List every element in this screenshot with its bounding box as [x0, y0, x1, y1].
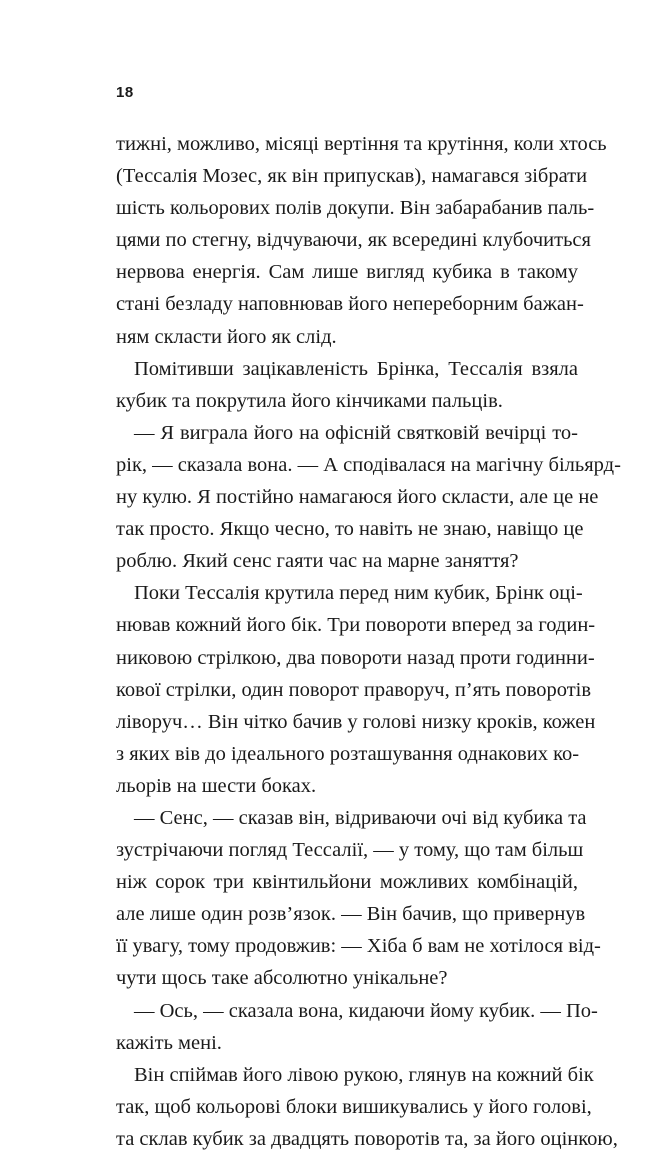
text-line: — Ось, — сказала вона, кидаючи йому кубик. — По- — [134, 999, 598, 1022]
text-line: — Сенс, — сказав він, відриваючи очі від кубика та — [134, 806, 587, 829]
text-line: нервова енергія. Сам лише вигляд кубика в такому — [116, 261, 578, 284]
text-line: стані безладу наповнював його непереборним бажан- — [116, 293, 584, 316]
text-line: її увагу, тому продовжив: — Хіба б вам не хотілося від- — [116, 935, 601, 958]
text-line: Помітивши зацікавленість Брінка, Тессалія взяла — [134, 357, 578, 380]
text-line: никовою стрілкою, два повороти назад проти годинни- — [116, 646, 595, 669]
text-line: кажіть мені. — [116, 1031, 222, 1054]
text-line: тижні, можливо, місяці вертіння та крутіння, коли хтось — [116, 133, 607, 155]
text-line: кової стрілки, один поворот праворуч, п’ять поворотів — [116, 678, 592, 701]
text-line: та склав кубик за двадцять поворотів та, за його оцінкою, — [116, 1127, 618, 1150]
text-line: шість кольорових полів докупи. Він забарабанив паль- — [116, 197, 595, 220]
text-line: ніж сорок три квінтильйони можливих комбінацій, — [116, 871, 578, 894]
text-line: роблю. Який сенс гаяти час на марне заняття? — [116, 550, 519, 573]
text-line: з яких вів до ідеального розташування однакових ко- — [116, 742, 580, 765]
text-line: нював кожний його бік. Три повороти вперед за годин- — [116, 614, 596, 637]
text-line: (Тессалія Мозес, як він припускав), намагався зібрати — [116, 165, 588, 188]
text-line: але лише один розв’язок. — Він бачив, що привернув — [116, 903, 586, 926]
text-line: Поки Тессалія крутила перед ним кубик, Брінк оці- — [134, 582, 583, 605]
text-line: льорів на шести боках. — [116, 774, 317, 797]
text-line: ням скласти його як слід. — [116, 325, 337, 348]
text-line: ліворуч… Він чітко бачив у голові низку кроків, кожен — [116, 710, 596, 733]
body-text — [116, 128, 621, 1155]
text-line: чути щось таке абсолютно унікальне? — [116, 967, 448, 990]
page-number: 18 — [116, 84, 134, 101]
text-line: цями по стегну, відчуваючи, як всередині клубочиться — [116, 229, 591, 252]
text-line: — Я виграла його на офісній святковій вечірці то- — [134, 421, 578, 444]
text-line: так, щоб кольорові блоки вишикувались у його голові, — [116, 1095, 592, 1118]
text-line: рік, — сказала вона. — А сподівалася на магічну більярд- — [116, 453, 621, 476]
text-line: так просто. Якщо чесно, то навіть не знаю, навіщо це — [116, 518, 584, 541]
text-line: ну кулю. Я постійно намагаюся його скласти, але це не — [116, 486, 599, 509]
text-line: зустрічаючи погляд Тессалії, — у тому, що там більш — [116, 839, 584, 862]
text-line: Він спіймав його лівою рукою, глянув на кожний бік — [134, 1063, 594, 1086]
text-line: кубик та покрутила його кінчиками пальців. — [116, 389, 503, 412]
